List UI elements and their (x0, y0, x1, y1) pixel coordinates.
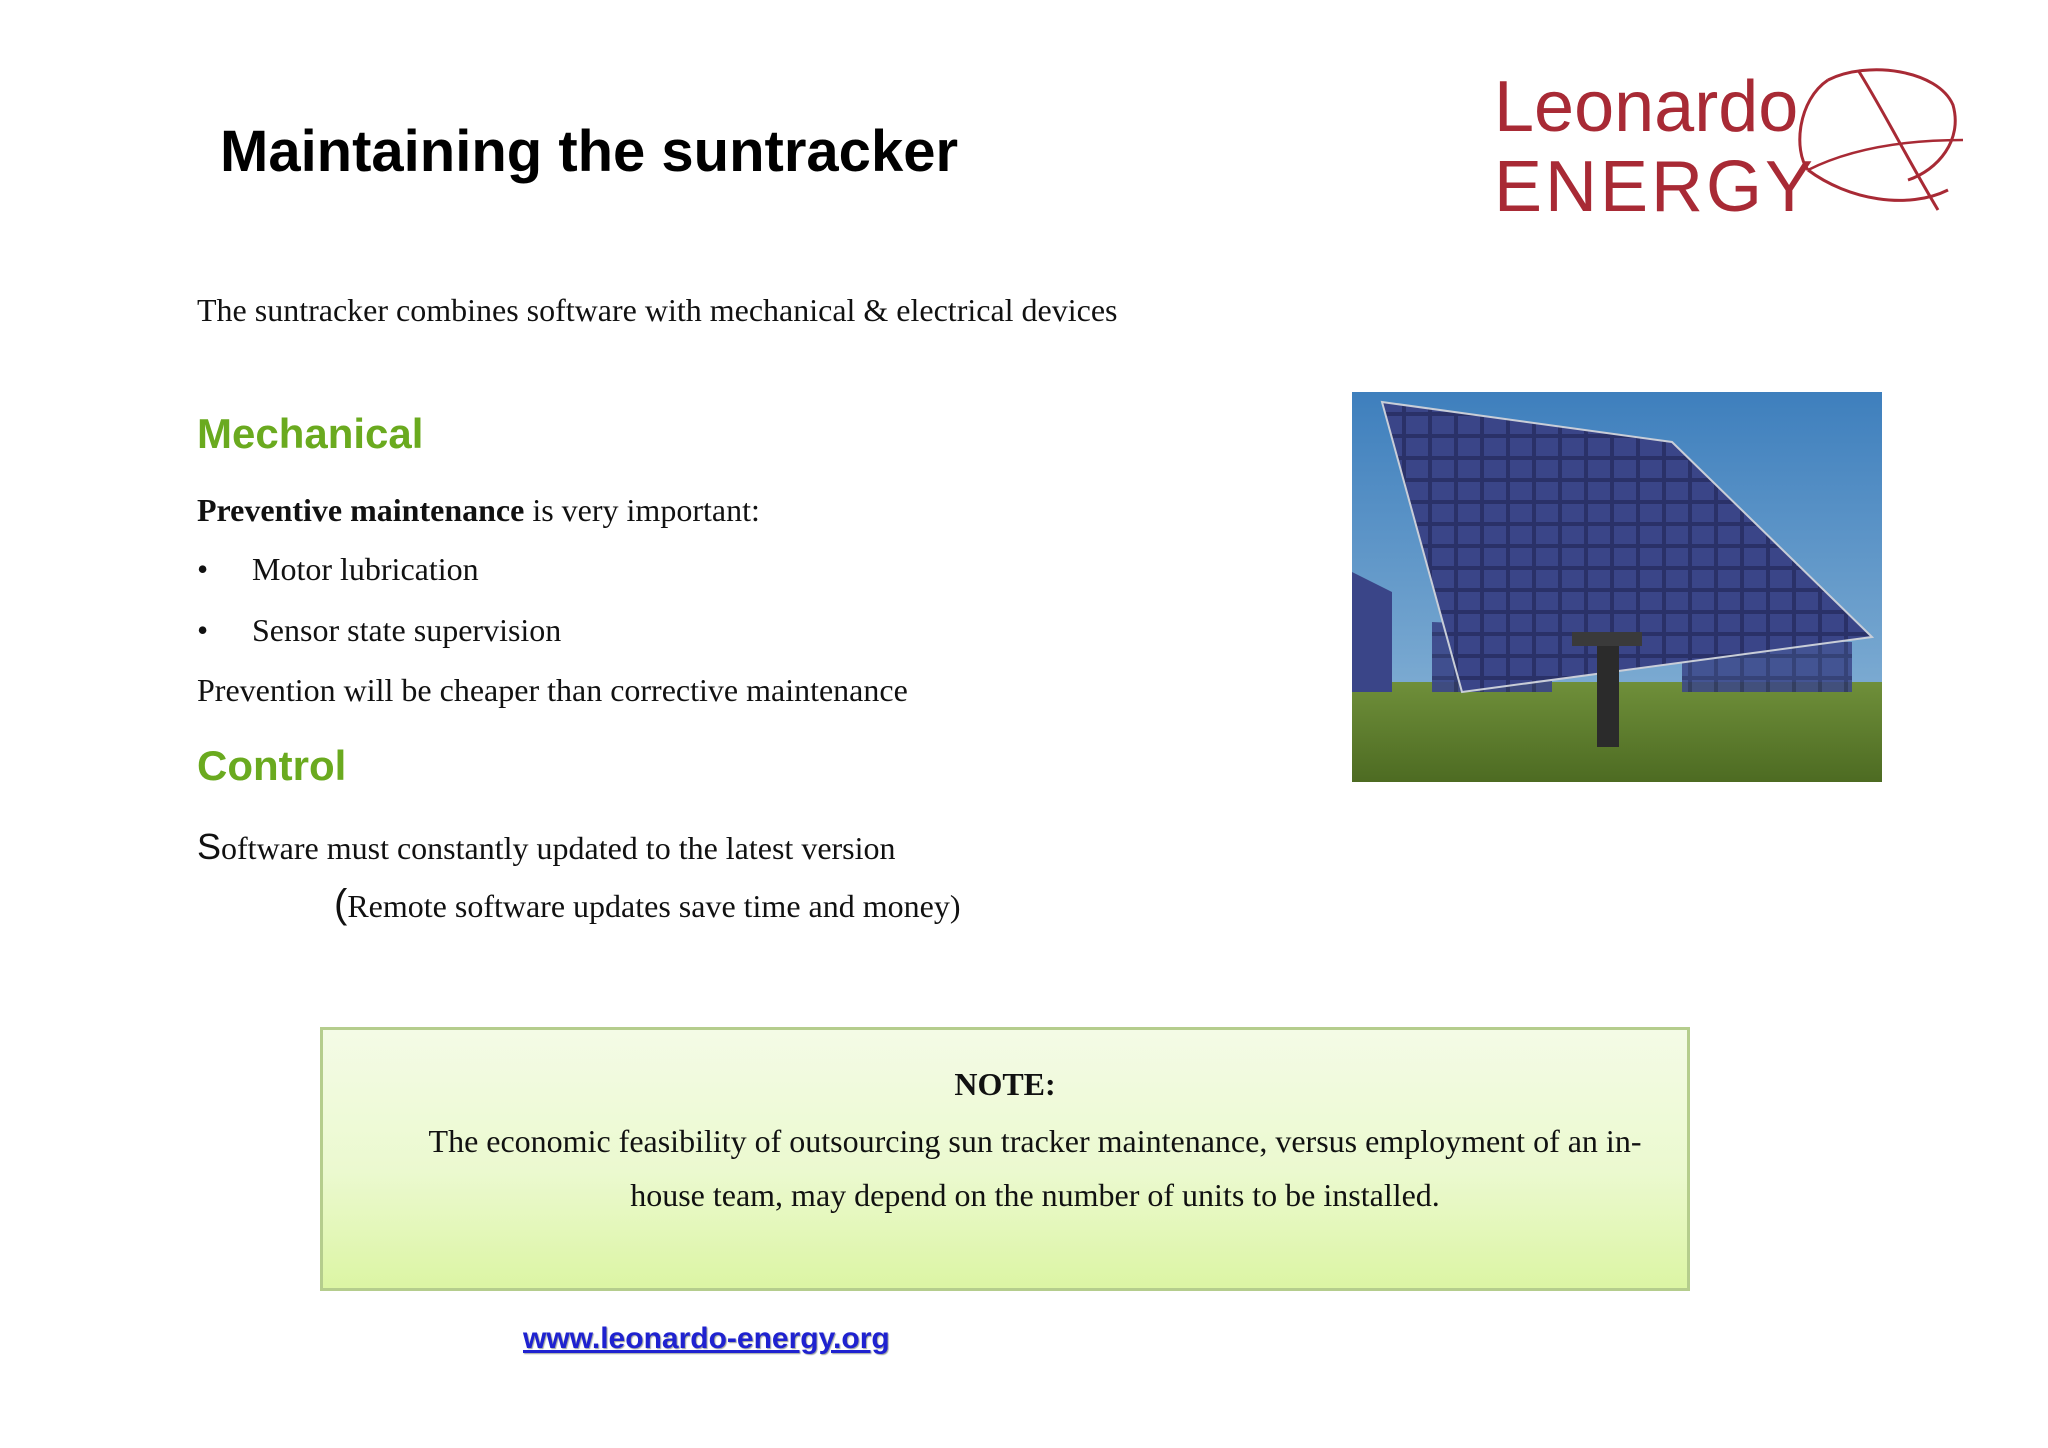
bullet-text: Sensor state supervision (252, 612, 562, 648)
note-body: The economic feasibility of outsourcing sun tracker maintenance, versus employment of an in-house team, may depend on the number of units to be installed. (428, 1123, 1642, 1213)
leonardo-energy-logo (1488, 60, 1966, 240)
software-rest: oftware must constantly updated to the latest version (221, 830, 896, 866)
note-title: NOTE: (954, 1066, 1056, 1102)
logo-text-energy: ENERGY (1494, 147, 1817, 227)
preventive-line (197, 492, 760, 529)
preventive-bold: Preventive maintenance (197, 492, 525, 528)
control-heading: Control (197, 742, 347, 789)
bullet-icon: • (197, 612, 209, 648)
mechanical-heading: Mechanical (197, 410, 424, 457)
note-box (320, 1027, 1690, 1291)
logo-text-leonardo: Leonardo (1494, 67, 1799, 147)
preventive-rest: is very important: (524, 492, 760, 528)
solar-panel-tracker-photo (1352, 392, 1882, 782)
list-item (197, 612, 561, 649)
bullet-icon: • (197, 551, 209, 587)
prevention-conclusion: Prevention will be cheaper than corrective maintenance (197, 672, 908, 708)
remote-update-line (334, 882, 960, 927)
software-first-letter: S (197, 826, 222, 867)
intro-text: The suntracker combines software with mechanical & electrical devices (197, 292, 1118, 328)
software-update-line (197, 826, 896, 868)
remote-paren: ( (334, 882, 348, 926)
website-link[interactable]: www.leonardo-energy.org (523, 1322, 890, 1355)
remote-rest: Remote software updates save time and money) (347, 888, 961, 924)
list-item (197, 551, 479, 588)
bullet-text: Motor lubrication (252, 551, 479, 587)
page-title: Maintaining the suntracker (220, 119, 959, 184)
logo-swoosh-icon (1788, 60, 1968, 220)
